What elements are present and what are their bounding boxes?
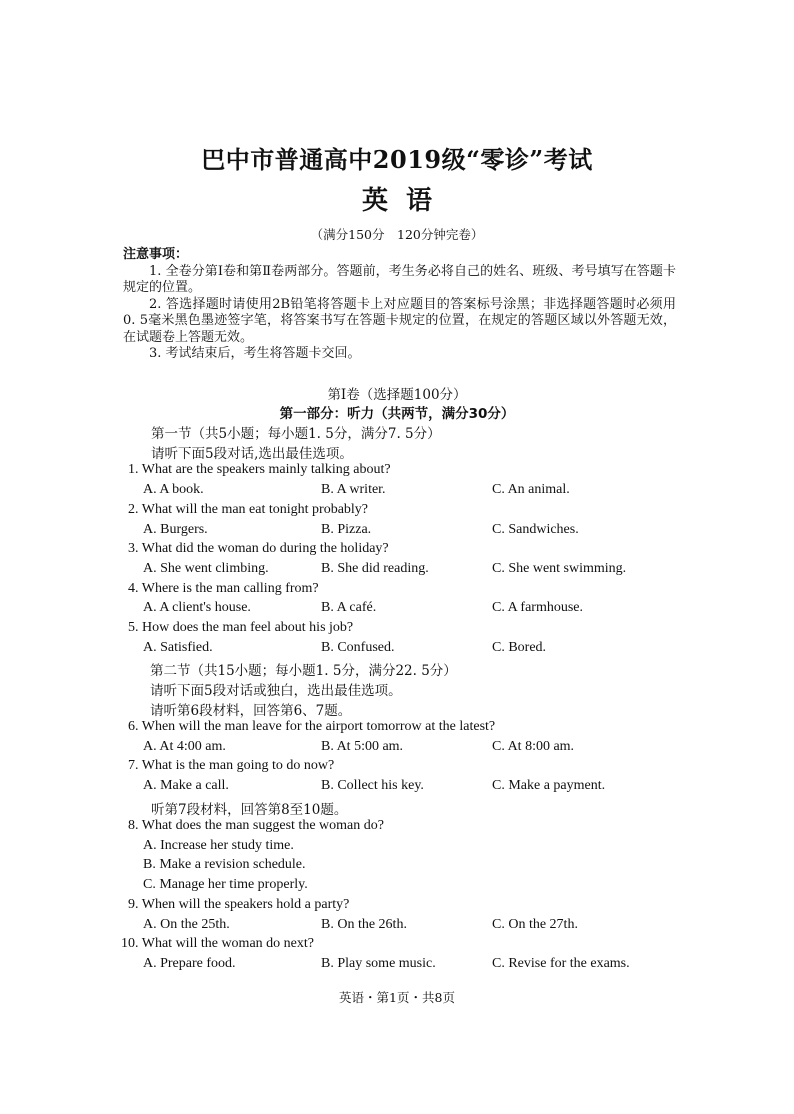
q6-option-c: C. At 8:00 am. — [492, 739, 575, 754]
q2-option-b: B. Pizza. — [321, 522, 372, 537]
q8-option-b: B. Make a revision schedule. — [143, 857, 306, 872]
question-10 — [121, 936, 314, 952]
q3-option-c: C. She went swimming. — [492, 561, 627, 576]
section2-title: 第二节（共15小题；每小题1. 5分，满分22. 5分） — [150, 663, 457, 679]
q10-option-c: C. Revise for the exams. — [492, 956, 630, 971]
q10-option-b: B. Play some music. — [321, 956, 436, 971]
question-text: When will the man leave for the airport tomorrow at the latest? — [141, 719, 496, 734]
question-4 — [128, 581, 319, 597]
q6-option-b: B. At 5:00 am. — [321, 739, 404, 754]
question-number: 1. — [128, 462, 139, 477]
q5-option-c: C. Bored. — [492, 640, 547, 655]
question-text: What does the man suggest the woman do? — [141, 818, 384, 833]
section2-instruction: 请听下面5段对话或独白，选出最佳选项。 — [150, 683, 402, 699]
exam-title: 巴中市普通高中2019级“零诊”考试 — [201, 145, 593, 174]
q2-option-c: C. Sandwiches. — [492, 522, 579, 537]
q7-option-a: A. Make a call. — [143, 778, 229, 793]
q6-option-a: A. At 4:00 am. — [143, 739, 226, 754]
question-text: When will the speakers hold a party? — [141, 897, 350, 912]
note-item-3: 3. 考试结束后，考生将答题卡交回。 — [149, 346, 361, 361]
subject-title: 英语 — [361, 186, 450, 216]
question-5 — [128, 620, 353, 636]
question-text: What will the woman do next? — [141, 936, 314, 951]
question-number: 6. — [128, 719, 139, 734]
material-6-instruction: 请听第6段材料，回答第6、7题。 — [150, 703, 352, 719]
q4-option-c: C. A farmhouse. — [492, 600, 583, 615]
section1-instruction: 请听下面5段对话,选出最佳选项。 — [151, 446, 353, 462]
q10-option-a: A. Prepare food. — [143, 956, 236, 971]
q7-option-b: B. Collect his key. — [321, 778, 424, 793]
page-footer: 英语・第1页・共8页 — [339, 990, 455, 1005]
q9-option-b: B. On the 26th. — [321, 917, 407, 932]
question-text: Where is the man calling from? — [141, 581, 319, 596]
q2-option-a: A. Burgers. — [143, 522, 208, 537]
question-number: 4. — [128, 581, 139, 596]
section1-title: 第一节（共5小题；每小题1. 5分，满分7. 5分） — [151, 426, 441, 442]
q9-option-c: C. On the 27th. — [492, 917, 578, 932]
question-8 — [128, 818, 384, 834]
part-title — [0, 402, 794, 422]
question-text: What is the man going to do now? — [141, 758, 335, 773]
volume-title: 第Ⅰ卷（选择题100分） — [327, 387, 467, 403]
question-text: How does the man feel about his job? — [142, 620, 354, 635]
q1-option-b: B. A writer. — [321, 482, 386, 497]
q1-option-c: C. An animal. — [492, 482, 570, 497]
q1-option-a: A. A book. — [143, 482, 204, 497]
question-text: What will the man eat tonight probably? — [141, 502, 369, 517]
note-item-1: 1. 全卷分第Ⅰ卷和第Ⅱ卷两部分。答题前，考生务必将自己的姓名、班级、考号填写在答题卡规定的位置。 — [123, 263, 676, 295]
question-text: What did the woman do during the holiday? — [141, 541, 389, 556]
question-6 — [128, 719, 495, 735]
question-number: 2. — [128, 502, 139, 517]
q8-option-c: C. Manage her time properly. — [143, 877, 308, 892]
score-info: （满分150分 120分钟完卷） — [310, 227, 484, 242]
q4-option-b: B. A café. — [321, 600, 377, 615]
q7-option-c: C. Make a payment. — [492, 778, 606, 793]
q3-option-b: B. She did reading. — [321, 561, 429, 576]
q5-option-a: A. Satisfied. — [143, 640, 213, 655]
question-7 — [128, 758, 334, 774]
q4-option-a: A. A client's house. — [143, 600, 251, 615]
question-9 — [128, 897, 349, 913]
q9-option-a: A. On the 25th. — [143, 917, 230, 932]
question-1 — [128, 462, 391, 478]
question-text: What are the speakers mainly talking about? — [141, 462, 391, 477]
question-number: 8. — [128, 818, 139, 833]
material-7-instruction: 听第7段材料，回答第8至10题。 — [151, 802, 348, 818]
part-title-text: 第一部分：听力（共两节，满分30分） — [279, 406, 515, 422]
question-number: 3. — [128, 541, 139, 556]
notes-heading: 注意事项： — [123, 247, 189, 262]
question-3 — [128, 541, 389, 557]
note-item-2: 2. 答选择题时请使用2B铅笔将答题卡上对应题目的答案标号涂黑；非选择题答题时必须用0. 5毫米黑色墨迹签字笔，将答案书写在答题卡规定的位置，在规定的答题区域以外答题无效，在试题卷上答题无效。 — [123, 296, 676, 345]
question-number: 9. — [128, 897, 139, 912]
q3-option-a: A. She went climbing. — [143, 561, 269, 576]
question-number: 10. — [121, 936, 139, 951]
question-number: 5. — [128, 620, 139, 635]
question-number: 7. — [128, 758, 139, 773]
question-2 — [128, 502, 368, 518]
notes-block — [123, 247, 676, 363]
q8-option-a: A. Increase her study time. — [143, 838, 294, 853]
q5-option-b: B. Confused. — [321, 640, 395, 655]
